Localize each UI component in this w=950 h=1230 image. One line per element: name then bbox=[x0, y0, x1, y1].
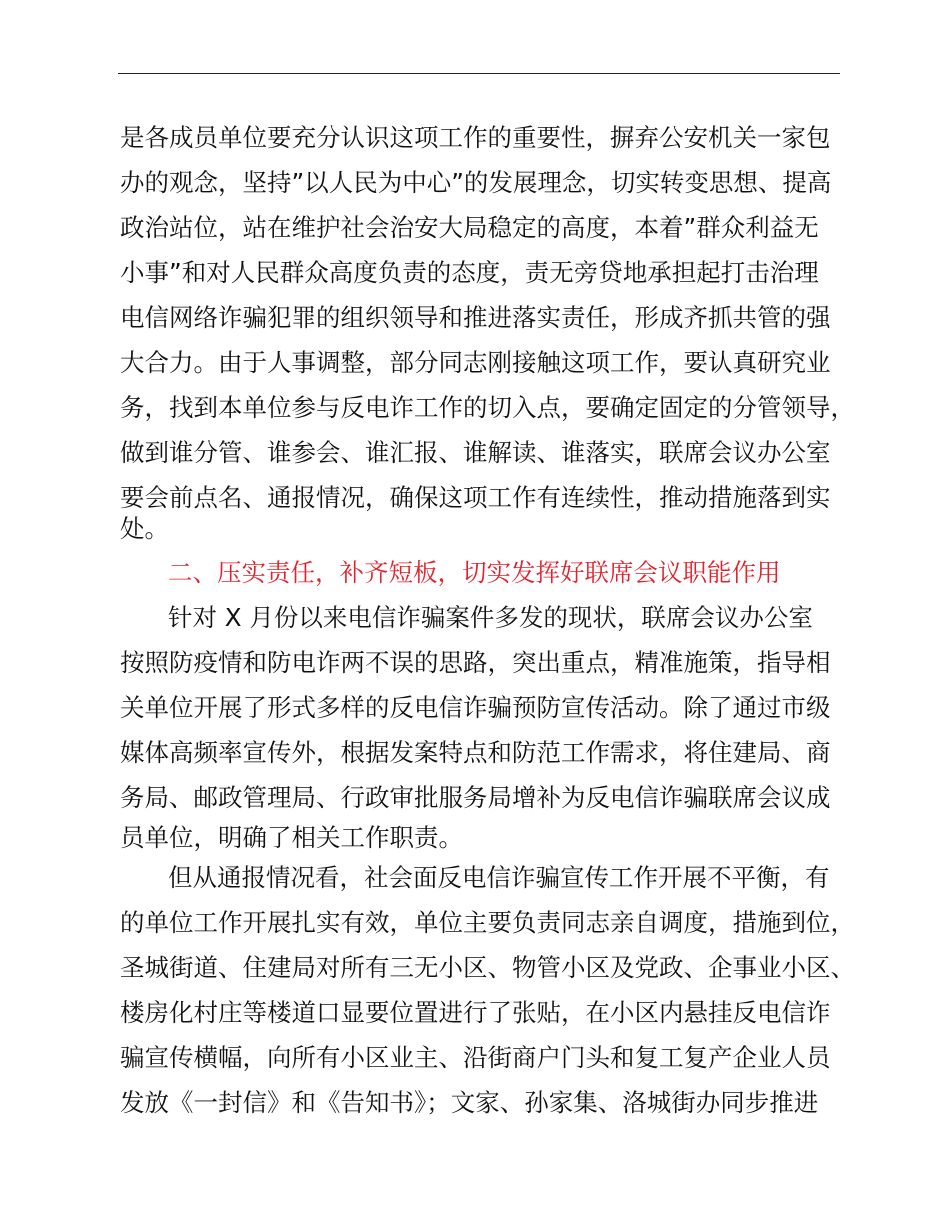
body-line: 楼房化村庄等楼道口显要位置进行了张贴，在小区内悬挂反电信诈 bbox=[120, 998, 831, 1027]
body-line: 小事”和对人民群众高度负责的态度，责无旁贷地承担起打击治理 bbox=[120, 258, 819, 287]
body-line: 电信网络诈骗犯罪的组织领导和推进落实责任，形成齐抓共管的强 bbox=[120, 303, 831, 332]
body-line: 要会前点名、通报情况，确保这项工作有连续性，推动措施落到实 bbox=[120, 483, 831, 512]
body-line: 政治站位，站在维护社会治安大局稳定的高度，本着”群众利益无 bbox=[120, 213, 819, 242]
body-line: 大合力。由于人事调整，部分同志刚接触这项工作，要认真研究业 bbox=[120, 348, 831, 377]
body-line: 做到谁分管、谁参会、谁汇报、谁解读、谁落实，联席会议办公室 bbox=[120, 438, 831, 467]
body-line: 是各成员单位要充分认识这项工作的重要性，摒弃公安机关一家包 bbox=[120, 123, 831, 152]
body-line: 骗宣传横幅，向所有小区业主、沿街商户门头和复工复产企业人员 bbox=[120, 1043, 831, 1072]
body-line: 处。 bbox=[120, 514, 169, 543]
body-line: 针对 X 月份以来电信诈骗案件多发的现状，联席会议办公室 bbox=[168, 603, 813, 632]
section-heading: 二、压实责任，补齐短板，切实发挥好联席会议职能作用 bbox=[168, 558, 781, 587]
body-line: 的单位工作开展扎实有效，单位主要负责同志亲自调度，措施到位， bbox=[120, 908, 855, 937]
body-line: 媒体高频率宣传外，根据发案特点和防范工作需求，将住建局、商 bbox=[120, 738, 831, 767]
body-line: 圣城街道、住建局对所有三无小区、物管小区及党政、企事业小区、 bbox=[120, 953, 855, 982]
body-line: 务，找到本单位参与反电诈工作的切入点，要确定固定的分管领导， bbox=[120, 393, 855, 422]
body-line: 办的观念，坚持”以人民为中心”的发展理念，切实转变思想、提高 bbox=[120, 168, 832, 197]
body-line: 务局、邮政管理局、行政审批服务局增补为反电信诈骗联席会议成 bbox=[120, 783, 831, 812]
header-rule bbox=[118, 73, 840, 74]
body-line: 关单位开展了形式多样的反电信诈骗预防宣传活动。除了通过市级 bbox=[120, 693, 831, 722]
body-line: 但从通报情况看，社会面反电信诈骗宣传工作开展不平衡，有 bbox=[168, 863, 830, 892]
body-line: 发放《一封信》和《告知书》；文家、孙家集、洛城街办同步推进 bbox=[120, 1088, 819, 1117]
body-line: 员单位，明确了相关工作职责。 bbox=[120, 823, 463, 852]
body-line: 按照防疫情和防电诈两不误的思路，突出重点，精准施策，指导相 bbox=[120, 648, 831, 677]
